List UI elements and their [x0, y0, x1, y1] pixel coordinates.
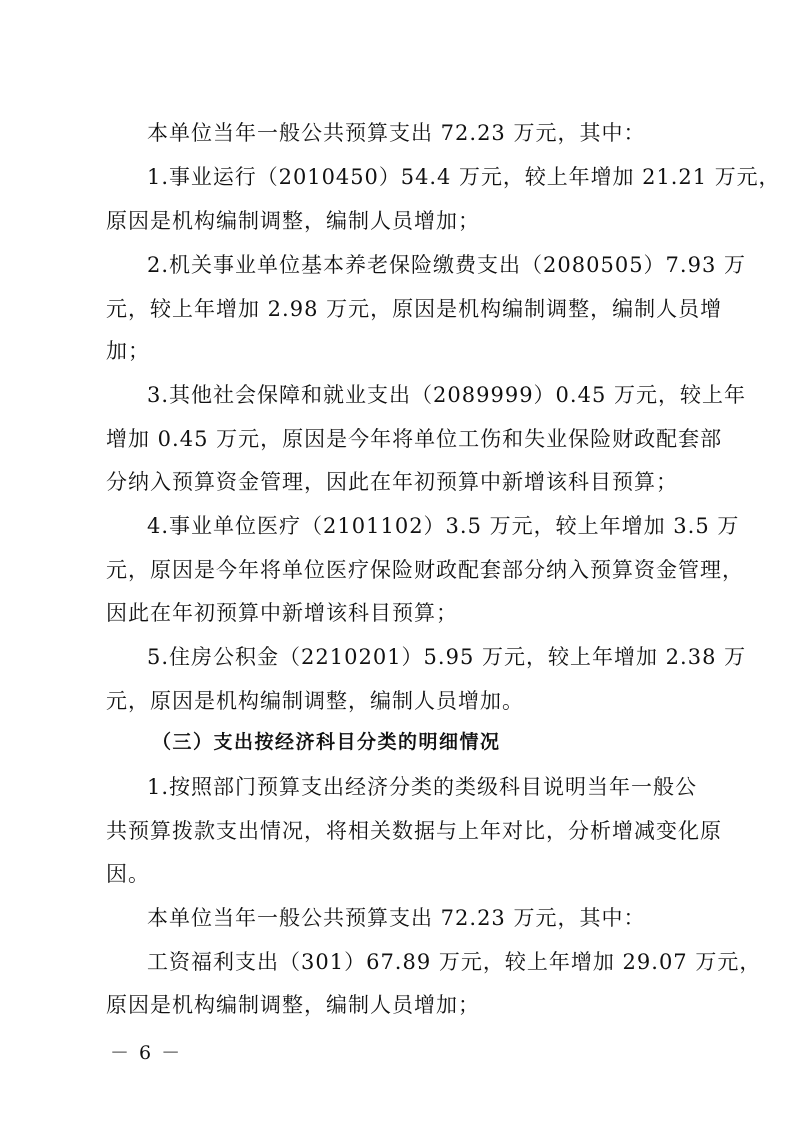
paragraph-line: 增加 0.45 万元，原因是今年将单位工伤和失业保险财政配套部 [106, 427, 723, 451]
paragraph-line: 工资福利支出（301）67.89 万元，较上年增加 29.07 万元， [147, 950, 762, 974]
paragraph-line: 本单位当年一般公共预算支出 72.23 万元，其中： [147, 121, 646, 145]
paragraph-line: 2.机关事业单位基本养老保险缴费支出（2080505）7.93 万 [147, 253, 746, 277]
paragraph-line: 原因是机构编制调整，编制人员增加； [106, 993, 480, 1017]
paragraph-line: 本单位当年一般公共预算支出 72.23 万元，其中： [147, 906, 646, 930]
paragraph-line: 元，原因是今年将单位医疗保险财政配套部分纳入预算资金管理， [106, 558, 744, 582]
paragraph-line: 加； [106, 339, 150, 363]
paragraph-line: 因。 [106, 862, 150, 886]
page-number: － 6 － [110, 1042, 183, 1064]
paragraph-line: 3.其他社会保障和就业支出（2089999）0.45 万元，较上年 [147, 383, 746, 407]
paragraph-line: 4.事业单位医疗（2101102）3.5 万元，较上年增加 3.5 万 [147, 514, 740, 538]
section-heading: （三）支出按经济科目分类的明细情况 [152, 731, 501, 753]
paragraph-line: 分纳入预算资金管理，因此在年初预算中新增该科目预算； [106, 470, 678, 494]
paragraph-line: 原因是机构编制调整，编制人员增加； [106, 209, 480, 233]
paragraph-line: 1.按照部门预算支出经济分类的类级科目说明当年一般公 [147, 775, 698, 799]
paragraph-line: 共预算拨款支出情况，将相关数据与上年对比，分析增减变化原 [106, 819, 722, 843]
paragraph-line: 5.住房公积金（2210201）5.95 万元，较上年增加 2.38 万 [147, 645, 747, 669]
paragraph-line: 元，原因是机构编制调整，编制人员增加。 [106, 689, 524, 713]
paragraph-line: 1.事业运行（2010450）54.4 万元，较上年增加 21.21 万元， [147, 165, 781, 189]
paragraph-line: 因此在年初预算中新增该科目预算； [106, 601, 458, 625]
paragraph-line: 元，较上年增加 2.98 万元，原因是机构编制调整，编制人员增 [106, 297, 723, 321]
